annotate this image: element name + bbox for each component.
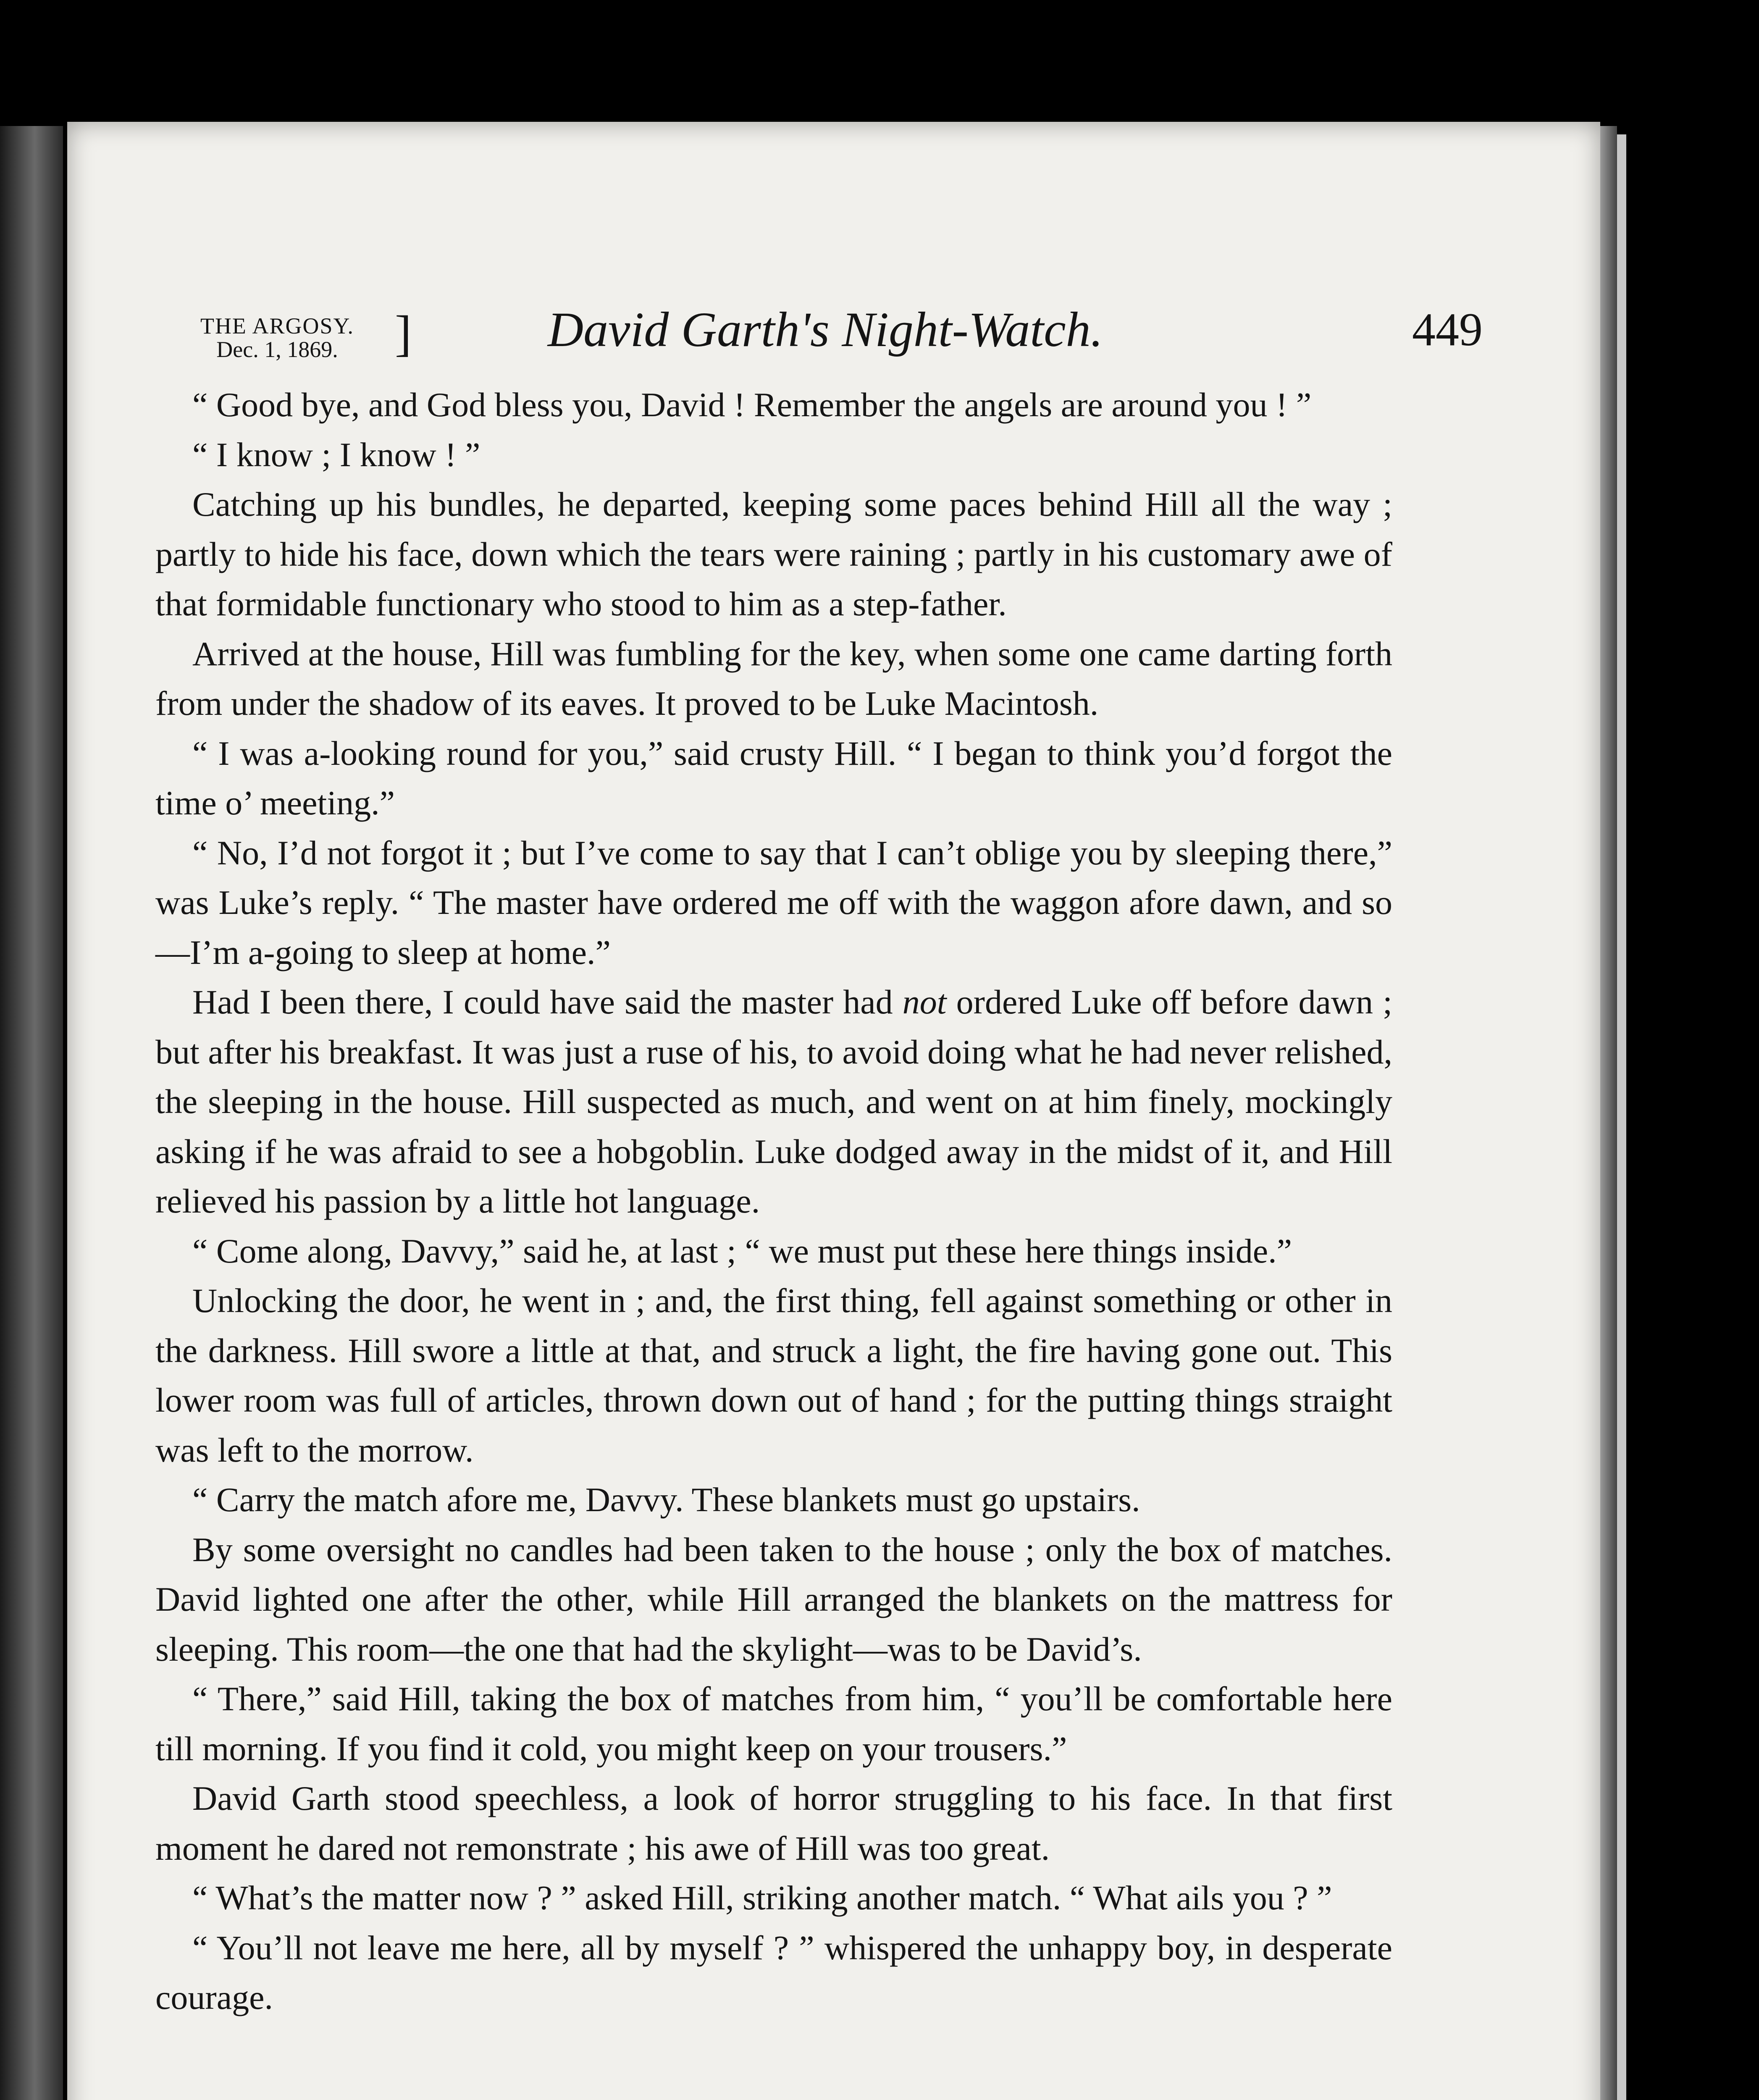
paragraph-text: Arrived at the house, Hill was fumbling for the key, when some one came darting forth from under the shadow of its eaves. It proved to be Luke Macintosh. [155, 634, 1392, 722]
issue-date: Dec. 1, 1869. [216, 337, 338, 362]
paragraph-text: David Garth stood speechless, a look of horror struggling to his face. In that first moment he dared not remonstrate ; his awe of Hill was too great. [155, 1779, 1392, 1867]
paragraph-text: “ Good bye, and God bless you, David ! Remember the angels are around you ! ” [192, 386, 1312, 424]
paragraph-text: “ I know ; I know ! ” [192, 435, 480, 474]
paragraph [155, 480, 1392, 629]
paragraph-text: By some oversight no candles had been taken to the house ; only the box of matches. David lighted one after the other, while Hill arranged the blankets on the mattress for sleeping. This room—the one that had the skylight—was to be David’s. [155, 1530, 1392, 1668]
paragraph [155, 1873, 1392, 1923]
paragraph [155, 1774, 1392, 1873]
paragraph-text: Unlocking the door, he went in ; and, the first thing, fell against something or other in the darkness. Hill swore a little at that, and struck a light, the fire having gone out. This lower room was full of articles, thrown down out of hand ; for the putting things straight was left to the morrow. [155, 1281, 1392, 1469]
running-title: David Garth's Night-Watch. [547, 302, 1103, 357]
paragraph [155, 1475, 1392, 1525]
paragraph-text: “ You’ll not leave me here, all by myself ? ” whispered the unhappy boy, in desperate courage. [155, 1928, 1392, 2016]
running-head-source [160, 314, 395, 361]
paragraph [155, 1525, 1392, 1675]
paragraph-text: “ What’s the matter now ? ” asked Hill, striking another match. “ What ails you ? ” [192, 1879, 1332, 1917]
paragraph-text: Had I been there, I could have said the master had [192, 983, 903, 1021]
paragraph-text: “ No, I’d not forgot it ; but I’ve come to say that I can’t oblige you by sleeping there,” was Luke’s reply. “ The master have ordered me off with the waggon afore dawn, and so—I’m a-going to sleep at home.” [155, 833, 1392, 971]
magazine-name: THE ARGOSY. [200, 313, 354, 339]
paragraph-text: Catching up his bundles, he departed, keeping some paces behind Hill all the way ; partly to hide his face, down which the tears were raining ; partly in his customary awe of that formidable functionary who stood to him as a step-father. [155, 485, 1392, 623]
page-stack-edge [1617, 134, 1626, 2100]
paragraph [155, 1226, 1392, 1276]
bracket-glyph: ] [395, 305, 412, 361]
body-text [155, 380, 1392, 2023]
paragraph-text: ordered Luke off before dawn ; but after his breakfast. It was just a ruse of his, to avoid doing what he had never relished, the sleeping in the house. Hill suspected as much, and went on at him finely, mockingly asking if he was afraid to see a hobgoblin. Luke dodged away in the midst of it, and Hill relieved his passion by a little hot language. [155, 983, 1392, 1220]
page-edge-shadow [1600, 126, 1617, 2100]
paragraph [155, 828, 1392, 978]
facing-page-edge [0, 126, 63, 2100]
paragraph-text: “ Carry the match afore me, Davvy. These blankets must go upstairs. [192, 1480, 1140, 1519]
paragraph [155, 1276, 1392, 1475]
paragraph-text: “ There,” said Hill, taking the box of matches from him, “ you’ll be comfortable here till morning. If you find it cold, you might keep on your trousers.” [155, 1680, 1392, 1768]
running-head [160, 302, 1483, 378]
paragraph [155, 729, 1392, 828]
paragraph [155, 1923, 1392, 2023]
paragraph [155, 977, 1392, 1226]
emphasis-text: not [902, 983, 947, 1021]
paragraph [155, 629, 1392, 729]
paragraph [155, 380, 1392, 430]
paragraph-text: “ Come along, Davvy,” said he, at last ; “ we must put these here things inside.” [192, 1231, 1292, 1270]
paragraph-text: “ I was a-looking round for you,” said crusty Hill. “ I began to think you’d forgot the time o’ meeting.” [155, 734, 1392, 822]
paragraph [155, 1674, 1392, 1774]
paragraph [155, 430, 1392, 480]
page-number: 449 [1412, 304, 1483, 356]
